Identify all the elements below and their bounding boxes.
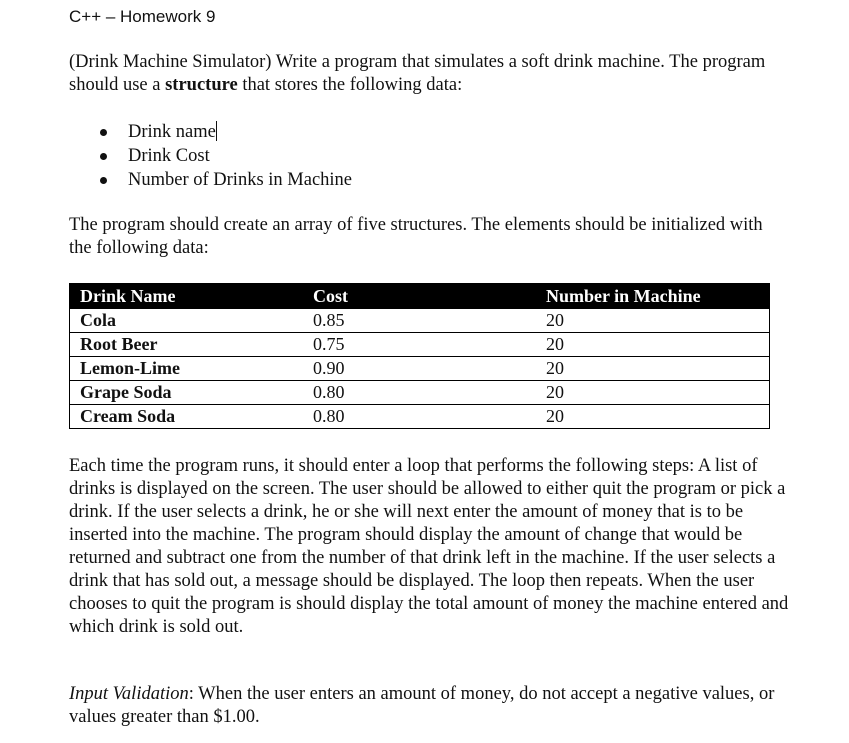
drink-count: 20 (536, 357, 770, 381)
header-cost: Cost (303, 284, 536, 309)
drink-name: Grape Soda (70, 381, 304, 405)
drink-count: 20 (536, 381, 770, 405)
intro-bold-term: structure (165, 75, 238, 95)
drink-name: Cola (70, 309, 304, 333)
intro-text-end: that stores the following data: (237, 75, 463, 95)
bullet-icon (100, 177, 107, 184)
document-title: C++ – Homework 9 (69, 7, 216, 26)
array-paragraph: The program should create an array of five structures. The elements should be initialized with the following data: (69, 215, 763, 258)
list-item (69, 120, 352, 144)
input-validation-paragraph (69, 683, 789, 729)
bullet-icon (100, 129, 107, 136)
drink-name: Lemon-Lime (70, 357, 304, 381)
loop-paragraph: Each time the program runs, it should enter a loop that performs the following steps: A list of drinks is displayed on the screen. The user should be allowed to either quit the program or pick a drink. If the user selects a drink, he or she will next enter the amount of money that is to be inserted into the machine. The program should display the amount of change that would be returned and subtract one from the number of that drink left in the machine. If the user selects a drink that has sold out, a message should be displayed. The loop then repeats. When the user chooses to quit the program is should display the total amount of money the machine entered and which drink is sold out. (69, 456, 789, 637)
drink-name: Cream Soda (70, 405, 304, 429)
intro-paragraph (69, 51, 789, 97)
drink-cost: 0.80 (303, 381, 536, 405)
list-item-text: Number of Drinks in Machine (128, 170, 353, 190)
input-validation-label: Input Validation (69, 684, 189, 704)
header-number: Number in Machine (536, 284, 770, 309)
drink-count: 20 (536, 309, 770, 333)
list-item-text: Drink name (128, 122, 216, 142)
intro-text: (Drink Machine Simulator) Write a program that simulates a soft drink machine. The program should use a (69, 52, 766, 95)
drink-count: 20 (536, 405, 770, 429)
table-row (70, 333, 770, 357)
table-header-row (70, 284, 770, 309)
text-cursor (216, 121, 217, 141)
header-drink-name: Drink Name (70, 284, 304, 309)
list-item (69, 168, 352, 192)
drink-cost: 0.85 (303, 309, 536, 333)
drinks-table (69, 283, 770, 429)
drink-cost: 0.90 (303, 357, 536, 381)
table-row (70, 357, 770, 381)
bullet-icon (100, 153, 107, 160)
list-item-text: Drink Cost (128, 146, 210, 166)
list-item (69, 144, 352, 168)
drink-name: Root Beer (70, 333, 304, 357)
table-row (70, 405, 770, 429)
table-row (70, 381, 770, 405)
drink-cost: 0.80 (303, 405, 536, 429)
table-row (70, 309, 770, 333)
input-validation-text: : When the user enters an amount of money, do not accept a negative values, or values greater than $1.00. (69, 684, 775, 727)
data-fields-list (69, 120, 352, 192)
drink-count: 20 (536, 333, 770, 357)
drink-cost: 0.75 (303, 333, 536, 357)
